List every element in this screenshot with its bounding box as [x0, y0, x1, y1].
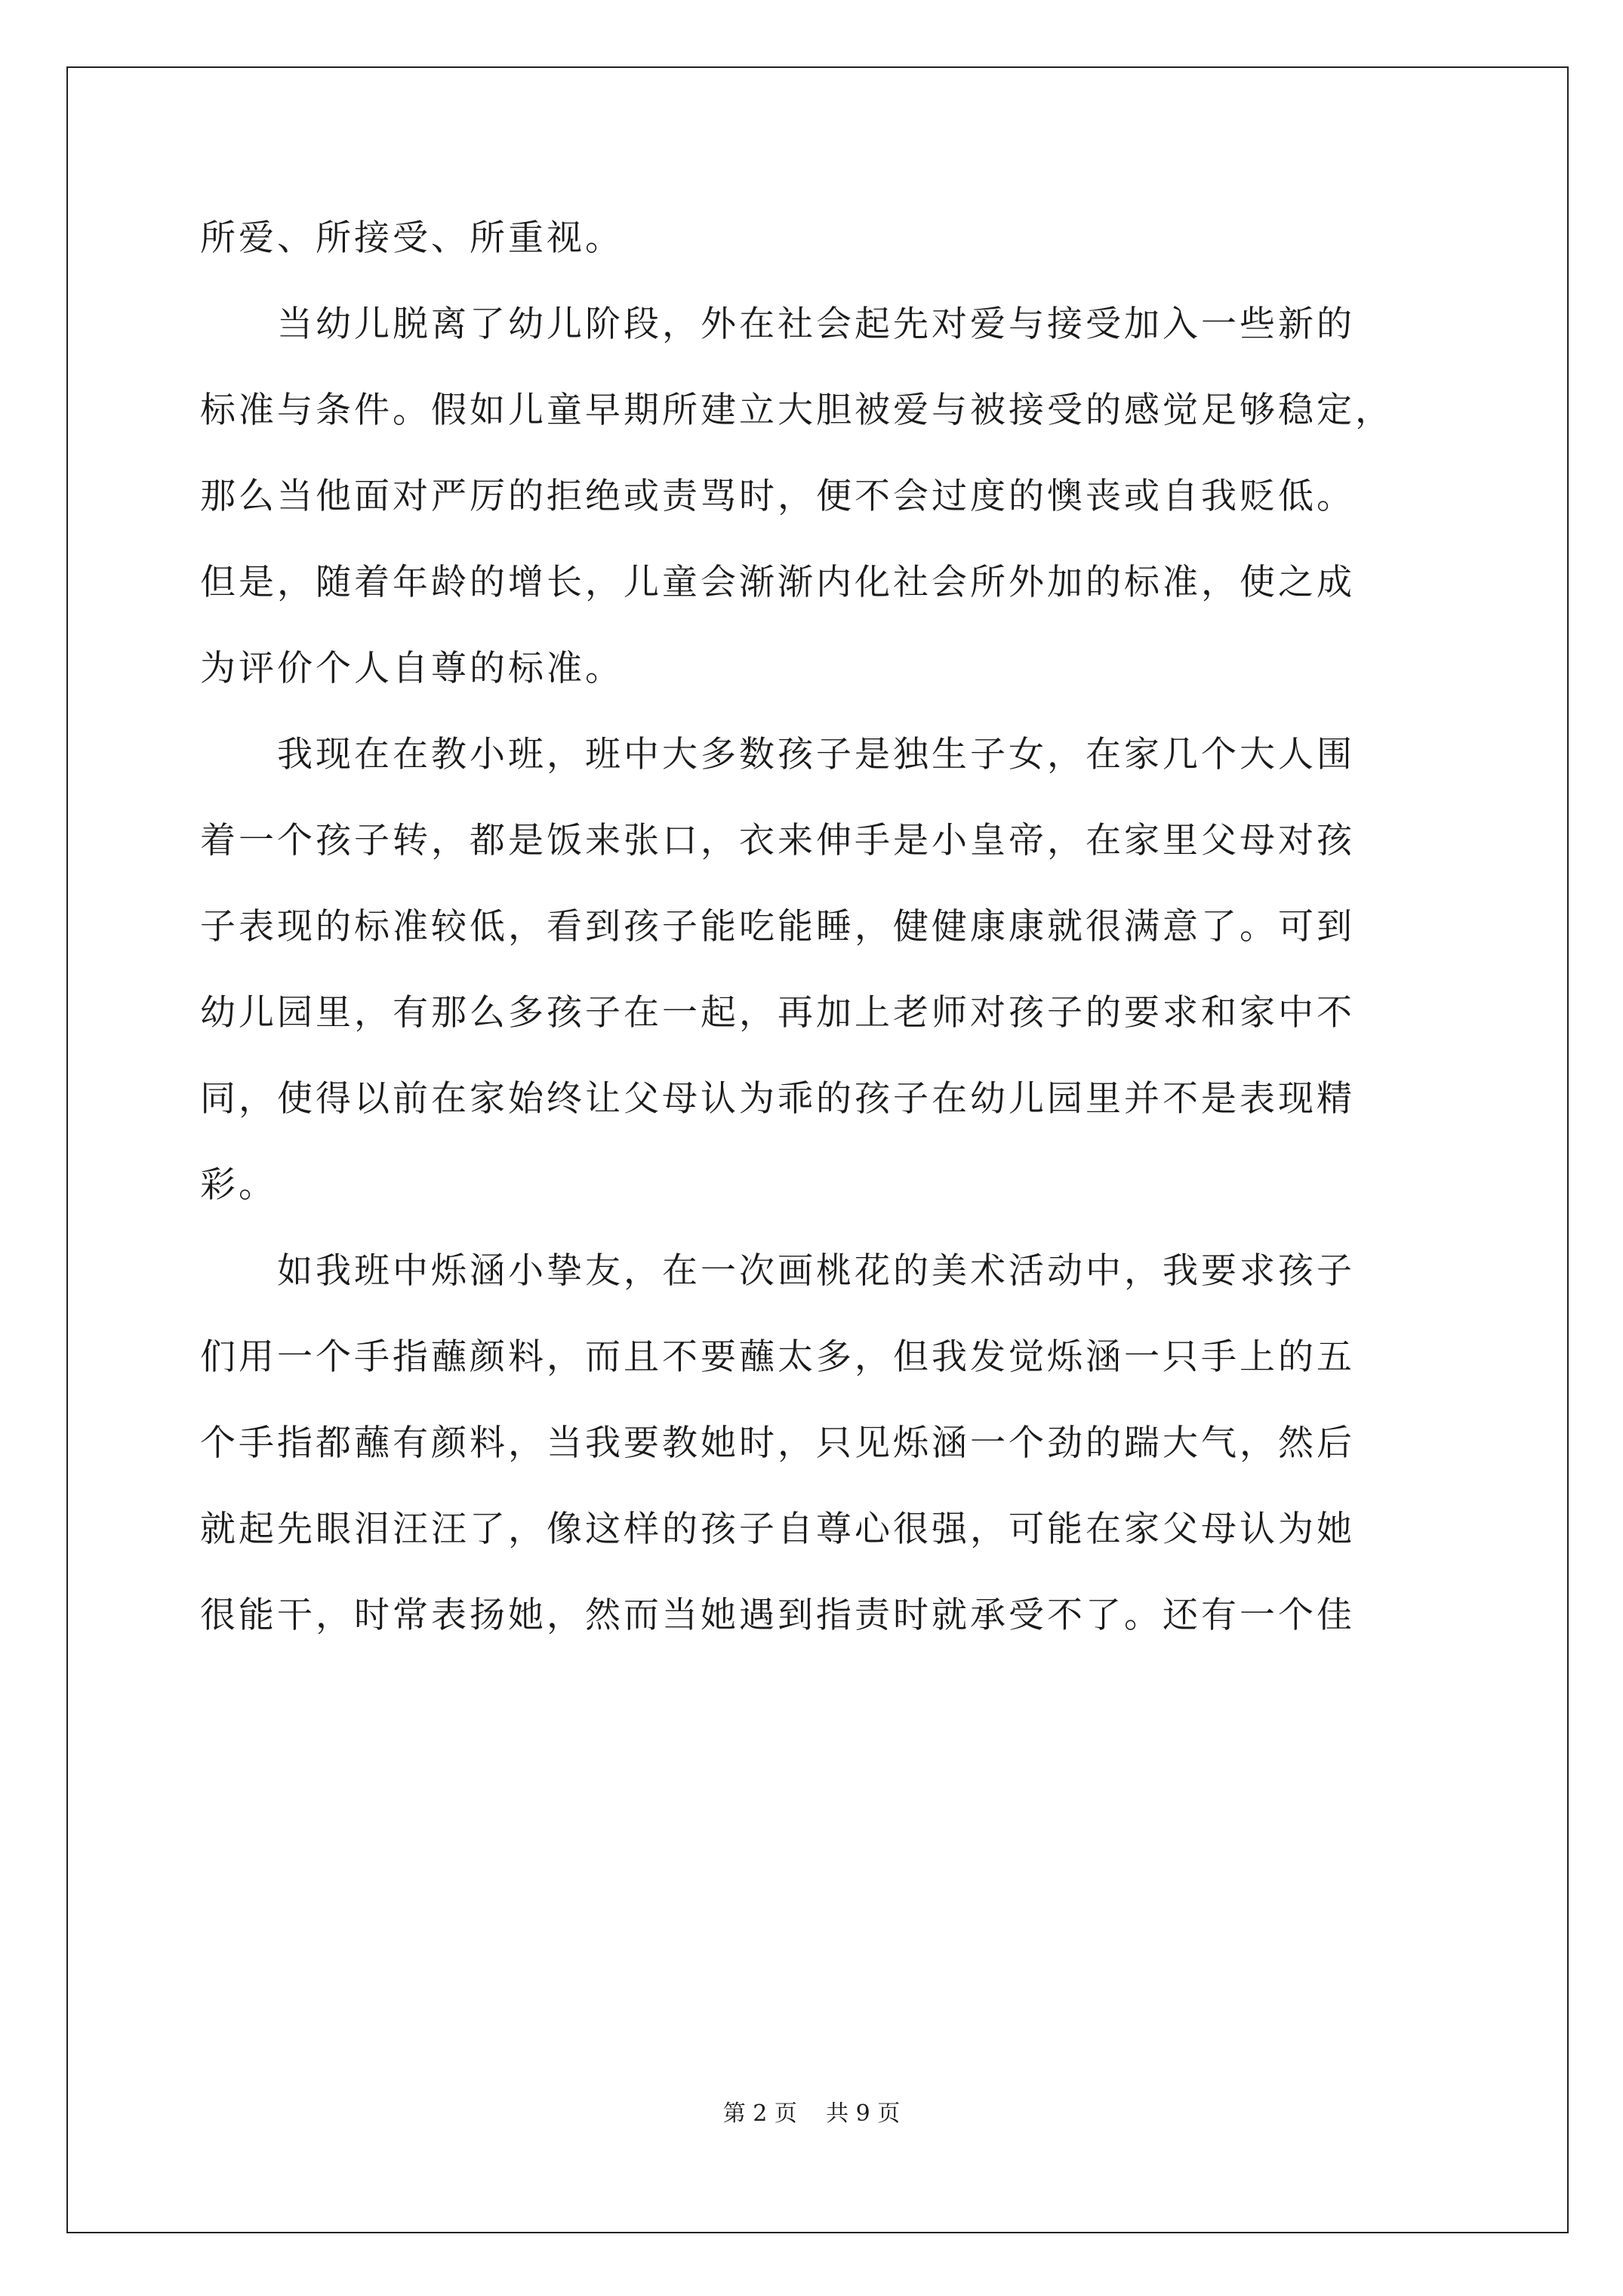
body-line: 当幼儿脱离了幼儿阶段，外在社会起先对爱与接受加入一些新的 — [200, 304, 1355, 345]
body-line: 就起先眼泪汪汪了，像这样的孩子自尊心很强，可能在家父母认为她 — [200, 1509, 1355, 1550]
body-line: 我现在在教小班，班中大多数孩子是独生子女，在家几个大人围 — [200, 734, 1355, 775]
body-line: 同，使得以前在家始终让父母认为乖的孩子在幼儿园里并不是表现精 — [200, 1078, 1355, 1120]
body-line: 很能干，时常表扬她，然而当她遇到指责时就承受不了。还有一个佳 — [200, 1595, 1355, 1636]
body-line: 如我班中烁涵小挚友，在一次画桃花的美术活动中，我要求孩子 — [200, 1250, 1355, 1292]
body-line: 个手指都蘸有颜料，当我要教她时，只见烁涵一个劲的踹大气，然后 — [200, 1422, 1355, 1464]
body-line: 但是，随着年龄的增长，儿童会渐渐内化社会所外加的标准，使之成 — [200, 562, 1355, 603]
body-line: 们用一个手指蘸颜料，而且不要蘸太多，但我发觉烁涵一只手上的五 — [200, 1336, 1355, 1378]
body-line: 彩。 — [200, 1164, 277, 1206]
body-line: 子表现的标准较低，看到孩子能吃能睡，健健康康就很满意了。可到 — [200, 906, 1355, 948]
body-line: 幼儿园里，有那么多孩子在一起，再加上老师对孩子的要求和家中不 — [200, 992, 1355, 1034]
body-line: 着一个孩子转，都是饭来张口，衣来伸手是小皇帝，在家里父母对孩 — [200, 820, 1355, 861]
body-line: 为评价个人自尊的标准。 — [200, 648, 624, 689]
body-line: 所爱、所接受、所重视。 — [200, 217, 624, 259]
body-line: 标准与条件。假如儿童早期所建立大胆被爱与被接受的感觉足够稳定， — [200, 390, 1394, 431]
page-number-footer: 第 2 页 共 9 页 — [722, 2100, 901, 2127]
body-line: 那么当他面对严厉的拒绝或责骂时，便不会过度的懊丧或自我贬低。 — [200, 476, 1355, 517]
